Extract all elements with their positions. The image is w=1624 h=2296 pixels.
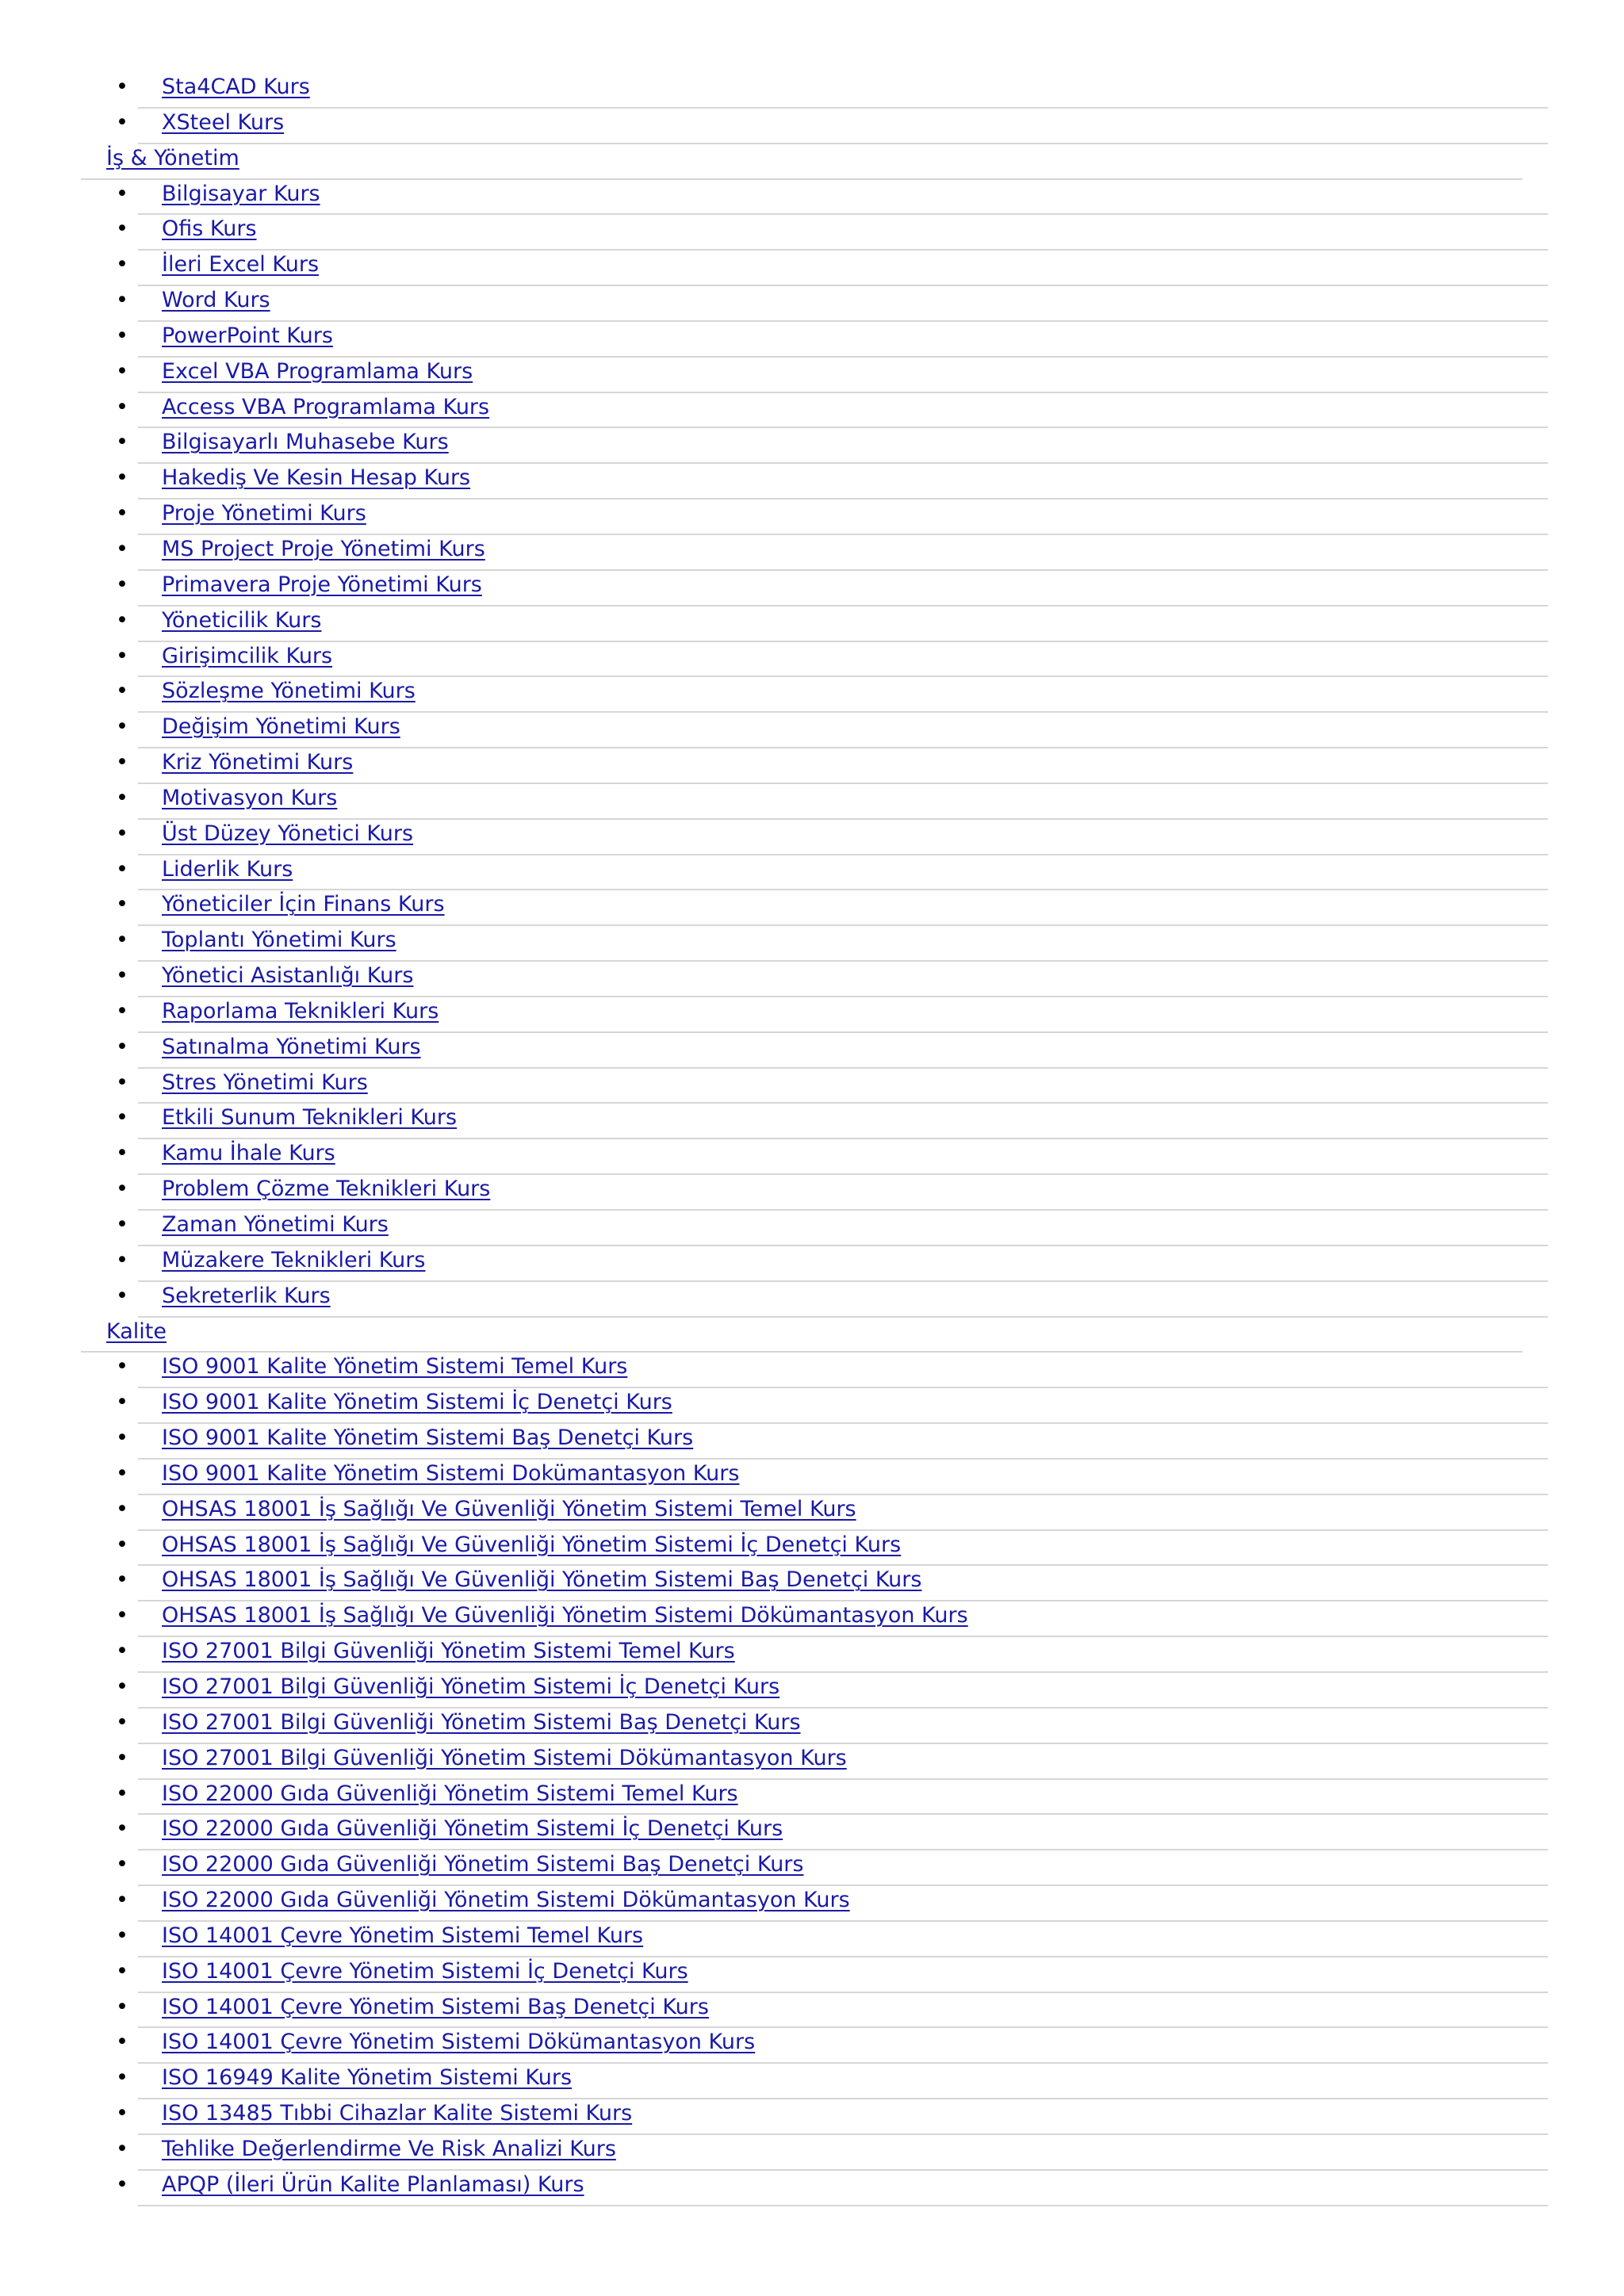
list-item [116,1993,1548,2029]
course-link[interactable]: Word Kurs [162,288,270,313]
course-link[interactable]: Tehlike Değerlendirme Ve Risk Analizi Kurs [162,2136,616,2161]
list-item [116,1069,1548,1104]
list-item [116,1780,1548,1816]
course-link[interactable]: ISO 9001 Kalite Yönetim Sistemi Dokümantasyon Kurs [162,1460,740,1486]
bullet-icon: • [116,1460,128,1486]
list-item [116,1637,1548,1673]
list-item [116,251,1548,286]
course-link[interactable]: ISO 13485 Tıbbi Cihazlar Kalite Sistemi Kurs [162,2101,633,2126]
list-item [116,1673,1548,1709]
course-link[interactable]: ISO 9001 Kalite Yönetim Sistemi İç Denetçi Kurs [162,1390,672,1415]
course-link[interactable]: OHSAS 18001 İş Sağlığı Ve Güvenliği Yönetim Sistemi Dökümantasyon Kurs [162,1603,968,1628]
course-link[interactable]: Excel VBA Programlama Kurs [162,358,473,384]
list-item [116,1531,1548,1567]
list-item [116,1388,1548,1424]
list-item [116,607,1548,642]
course-link[interactable]: APQP (İleri Ürün Kalite Planlaması) Kurs [162,2172,584,2197]
course-link[interactable]: PowerPoint Kurs [162,323,333,348]
bullet-icon: • [116,2065,128,2091]
list-item [116,1957,1548,1993]
bullet-icon: • [116,714,128,740]
list-item [116,997,1548,1033]
course-link[interactable]: Zaman Yönetimi Kurs [162,1212,389,1237]
course-link[interactable]: ISO 14001 Çevre Yönetim Sistemi Dökümantasyon Kurs [162,2030,756,2055]
bullet-icon: • [116,1852,128,1877]
course-link[interactable]: Proje Yönetimi Kurs [162,501,366,526]
list-item [116,1424,1548,1460]
list-item [116,713,1548,748]
course-link[interactable]: Sta4CAD Kurs [162,75,310,99]
course-link[interactable]: OHSAS 18001 İş Sağlığı Ve Güvenliği Yönetim Sistemi Temel Kurs [162,1496,856,1521]
course-link[interactable]: ISO 14001 Çevre Yönetim Sistemi Temel Kurs [162,1923,644,1948]
bullet-icon: • [116,1674,128,1699]
list-item [116,1211,1548,1246]
bullet-icon: • [116,750,128,775]
bullet-icon: • [116,181,128,206]
course-link[interactable]: Bilgisayar Kurs [162,181,320,206]
course-link[interactable]: Kamu İhale Kurs [162,1141,335,1166]
list-item [116,1495,1548,1531]
bullet-icon: • [116,1496,128,1521]
bullet-icon: • [116,892,128,917]
course-link[interactable]: Üst Düzey Yönetici Kurs [162,821,414,846]
bullet-icon: • [116,252,128,277]
course-link[interactable]: ISO 27001 Bilgi Güvenliği Yönetim Sistemi Dökümantasyon Kurs [162,1745,847,1770]
list-item [116,1601,1548,1637]
list-item [116,109,1548,144]
bullet-icon: • [116,1141,128,1166]
course-link[interactable]: ISO 27001 Bilgi Güvenliği Yönetim Sistemi İç Denetçi Kurs [162,1674,780,1699]
course-link[interactable]: Girişimcilik Kurs [162,643,333,668]
bullet-icon: • [116,75,128,99]
bullet-icon: • [116,1390,128,1415]
bullet-icon: • [116,1745,128,1770]
bullet-icon: • [116,1070,128,1095]
course-link[interactable]: İleri Excel Kurs [162,252,320,277]
course-link[interactable]: Primavera Proje Yönetimi Kurs [162,572,482,597]
list-item [116,2171,1548,2206]
course-link[interactable]: Stres Yönetimi Kurs [162,1070,368,1095]
course-link[interactable]: Hakediş Ve Kesin Hesap Kurs [162,465,471,491]
list-item [116,1104,1548,1139]
course-link[interactable]: Yönetici Asistanlığı Kurs [162,963,414,989]
course-link[interactable]: ISO 22000 Gıda Güvenliği Yönetim Sistemi İç Denetçi Kurs [162,1816,783,1842]
bullet-icon: • [116,1923,128,1948]
list-item [116,1033,1548,1069]
course-link[interactable]: ISO 22000 Gıda Güvenliği Yönetim Sistemi Temel Kurs [162,1781,738,1806]
list-item [116,215,1548,251]
course-link[interactable]: Müzakere Teknikleri Kurs [162,1247,426,1272]
list-item [116,890,1548,926]
course-link[interactable]: ISO 14001 Çevre Yönetim Sistemi Baş Denetçi Kurs [162,1994,709,2019]
course-link[interactable]: ISO 22000 Gıda Güvenliği Yönetim Sistemi Baş Denetçi Kurs [162,1852,804,1877]
bullet-icon: • [116,1709,128,1735]
list-item [116,2028,1548,2064]
list-item [116,358,1548,393]
list-item [116,499,1548,535]
list-item [116,428,1548,464]
list-item [116,1566,1548,1601]
bullet-icon: • [116,358,128,384]
course-menu-list [106,73,1548,2206]
course-link[interactable]: Etkili Sunum Teknikleri Kurs [162,1105,458,1131]
bullet-icon: • [116,2101,128,2126]
bullet-icon: • [116,1567,128,1593]
course-link[interactable]: XSteel Kurs [162,109,285,135]
bullet-icon: • [116,1532,128,1557]
bullet-icon: • [116,288,128,313]
course-link[interactable]: Yöneticilik Kurs [162,607,322,633]
course-link[interactable]: Sözleşme Yönetimi Kurs [162,679,416,704]
list-item [116,677,1548,713]
course-link[interactable]: Kriz Yönetimi Kurs [162,750,354,775]
category-link[interactable]: İş & Yönetim [106,145,239,170]
bullet-icon: • [116,679,128,704]
list-item [116,642,1548,678]
bullet-icon: • [116,1888,128,1913]
bullet-icon: • [116,856,128,882]
bullet-icon: • [116,963,128,989]
list-item [116,784,1548,820]
course-link[interactable]: ISO 27001 Bilgi Güvenliği Yönetim Sistemi Temel Kurs [162,1639,735,1664]
course-link[interactable]: ISO 14001 Çevre Yönetim Sistemi İç Denetçi Kurs [162,1958,688,1984]
course-link[interactable]: Liderlik Kurs [162,856,293,882]
list-item [116,571,1548,607]
bullet-icon: • [116,998,128,1024]
category-row [81,144,1522,180]
list-item [116,1886,1548,1922]
bullet-icon: • [116,216,128,242]
bullet-icon: • [116,1212,128,1237]
bullet-icon: • [116,2030,128,2055]
course-link[interactable]: Ofis Kurs [162,216,257,242]
course-link[interactable]: ISO 27001 Bilgi Güvenliği Yönetim Sistemi Baş Denetçi Kurs [162,1709,801,1735]
bullet-icon: • [116,1354,128,1380]
bullet-icon: • [116,1177,128,1202]
course-link[interactable]: Motivasyon Kurs [162,785,338,810]
list-item [116,2135,1548,2171]
course-link[interactable]: ISO 9001 Kalite Yönetim Sistemi Baş Denetçi Kurs [162,1425,694,1451]
bullet-icon: • [116,1994,128,2019]
bullet-icon: • [116,643,128,668]
list-item [116,1850,1548,1886]
list-item [116,1246,1548,1282]
course-link[interactable]: Problem Çözme Teknikleri Kurs [162,1177,491,1202]
bullet-icon: • [116,536,128,561]
list-item [116,322,1548,358]
bullet-icon: • [116,785,128,810]
course-link[interactable]: ISO 9001 Kalite Yönetim Sistemi Temel Kurs [162,1354,628,1380]
bullet-icon: • [116,465,128,491]
list-item [116,1139,1548,1175]
course-link[interactable]: Yöneticiler İçin Finans Kurs [162,892,445,917]
list-item [116,1282,1548,1318]
course-link[interactable]: Raporlama Teknikleri Kurs [162,998,439,1024]
course-link[interactable]: Sekreterlik Kurs [162,1283,331,1308]
list-item [116,286,1548,322]
list-item [116,1744,1548,1780]
bullet-icon: • [116,572,128,597]
list-item [116,1815,1548,1850]
bullet-icon: • [116,1781,128,1806]
list-item [116,1353,1548,1388]
list-item [116,926,1548,962]
bullet-icon: • [116,1425,128,1451]
bullet-icon: • [116,394,128,419]
list-item [116,1709,1548,1744]
list-item [116,2064,1548,2099]
bullet-icon: • [116,928,128,953]
bullet-icon: • [116,2136,128,2161]
course-link[interactable]: Toplantı Yönetimi Kurs [162,928,396,953]
list-item [116,535,1548,571]
list-item [116,748,1548,784]
list-item [116,820,1548,855]
bullet-icon: • [116,607,128,633]
course-link[interactable]: Access VBA Programlama Kurs [162,394,490,419]
bullet-icon: • [116,1639,128,1664]
list-item [116,1922,1548,1957]
bullet-icon: • [116,1034,128,1059]
list-item [116,73,1548,109]
course-link[interactable]: Satınalma Yönetimi Kurs [162,1034,421,1059]
bullet-icon: • [116,1603,128,1628]
bullet-icon: • [116,109,128,135]
course-link[interactable]: OHSAS 18001 İş Sağlığı Ve Güvenliği Yönetim Sistemi İç Denetçi Kurs [162,1532,902,1557]
list-item [116,1460,1548,1495]
list-item [116,1175,1548,1211]
list-item [116,2099,1548,2135]
course-link[interactable]: OHSAS 18001 İş Sağlığı Ve Güvenliği Yönetim Sistemi Baş Denetçi Kurs [162,1567,922,1593]
list-item [116,464,1548,499]
bullet-icon: • [116,1958,128,1984]
list-item [116,962,1548,997]
course-link[interactable]: ISO 16949 Kalite Yönetim Sistemi Kurs [162,2065,573,2091]
course-link[interactable]: Değişim Yönetimi Kurs [162,714,400,740]
category-link[interactable]: Kalite [106,1318,167,1344]
category-row [81,1318,1522,1353]
bullet-icon: • [116,1816,128,1842]
course-link[interactable]: Bilgisayarlı Muhasebe Kurs [162,430,449,455]
bullet-icon: • [116,821,128,846]
course-link[interactable]: MS Project Proje Yönetimi Kurs [162,536,485,561]
bullet-icon: • [116,323,128,348]
bullet-icon: • [116,430,128,455]
list-item [116,855,1548,891]
course-link[interactable]: ISO 22000 Gıda Güvenliği Yönetim Sistemi Dökümantasyon Kurs [162,1888,850,1913]
bullet-icon: • [116,1283,128,1308]
bullet-icon: • [116,1105,128,1131]
bullet-icon: • [116,1247,128,1272]
list-item [116,393,1548,429]
bullet-icon: • [116,2172,128,2197]
bullet-icon: • [116,501,128,526]
list-item [116,180,1548,216]
